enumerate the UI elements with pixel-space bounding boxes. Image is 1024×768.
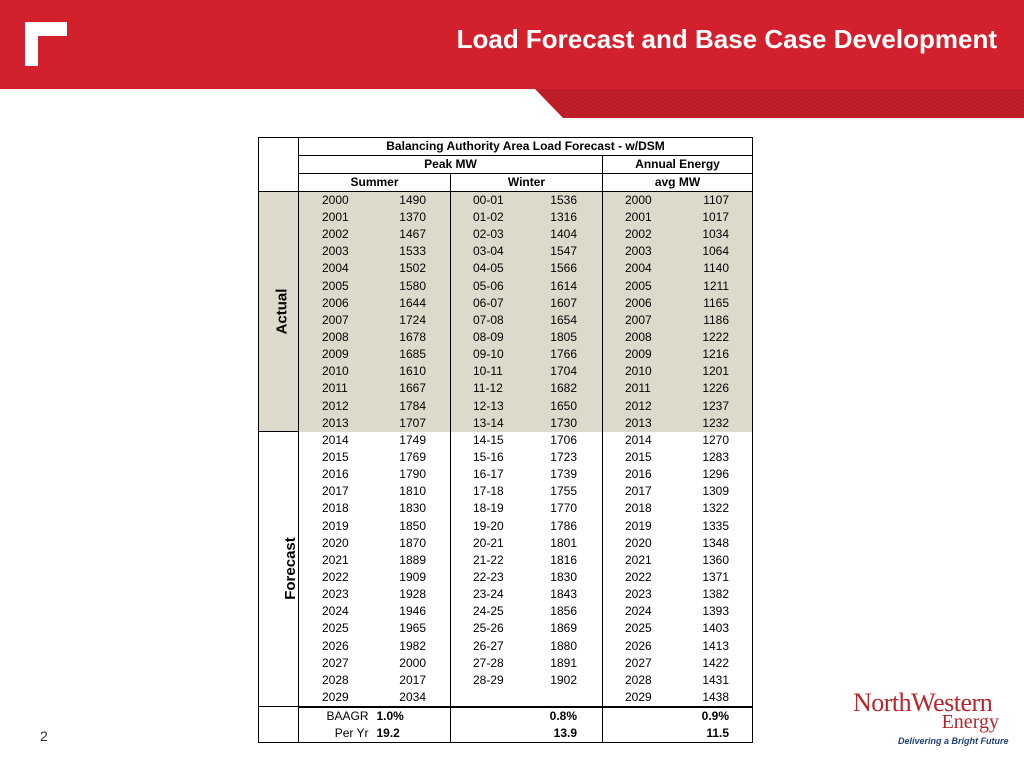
table-row bbox=[259, 243, 753, 260]
summer-year-cell: 2007 bbox=[299, 312, 373, 329]
energy-mw-cell: 1335 bbox=[677, 518, 753, 535]
summer-mw-cell: 1707 bbox=[373, 415, 451, 432]
energy-mw-cell: 1438 bbox=[677, 689, 753, 707]
table-row bbox=[259, 569, 753, 586]
energy-year-cell: 2011 bbox=[603, 380, 677, 397]
energy-year-cell: 2014 bbox=[625, 432, 652, 447]
winter-mw-cell: 1755 bbox=[527, 483, 603, 500]
winter-season-cell: 02-03 bbox=[451, 226, 527, 243]
table-row bbox=[259, 620, 753, 637]
table-row bbox=[259, 209, 753, 226]
energy-mw-cell: 1309 bbox=[677, 483, 753, 500]
summer-mw-cell: 1580 bbox=[373, 278, 451, 295]
winter-season-cell: 05-06 bbox=[451, 278, 527, 295]
winter-season-cell: 19-20 bbox=[473, 518, 504, 533]
winter-mw-cell: 1654 bbox=[527, 312, 603, 329]
winter-mw-cell: 1843 bbox=[527, 586, 603, 603]
energy-year-cell: 2003 bbox=[603, 243, 677, 260]
winter-mw-cell: 1607 bbox=[527, 295, 603, 312]
summary-label-cell: BAAGR bbox=[299, 707, 373, 725]
table-row bbox=[259, 483, 753, 500]
winter-mw-cell: 1766 bbox=[527, 346, 603, 363]
winter-season-cell: 12-13 bbox=[451, 398, 527, 415]
logo-tagline: Delivering a Bright Future bbox=[898, 736, 1009, 746]
winter-mw-cell: 1547 bbox=[527, 243, 603, 260]
energy-year-cell: 2020 bbox=[625, 535, 652, 550]
energy-mw-cell: 1403 bbox=[677, 620, 753, 637]
energy-mw-cell: 1283 bbox=[677, 449, 753, 466]
summer-mw-cell: 1810 bbox=[373, 483, 451, 500]
winter-season-cell: 26-27 bbox=[473, 638, 504, 653]
summer-year-cell: 2003 bbox=[299, 243, 373, 260]
winter-mw-cell: 1706 bbox=[527, 432, 603, 449]
energy-mw-cell: 1034 bbox=[677, 226, 753, 243]
winter-mw-cell bbox=[527, 689, 603, 707]
avg-mw-header: avg MW bbox=[603, 174, 753, 192]
energy-mw-cell: 1201 bbox=[677, 363, 753, 380]
energy-mw-cell: 1211 bbox=[677, 278, 753, 295]
summer-header: Summer bbox=[299, 174, 451, 192]
table-row bbox=[259, 398, 753, 415]
summer-year-cell: 2023 bbox=[322, 587, 349, 602]
energy-year-cell: 2025 bbox=[625, 621, 652, 636]
winter-season-cell: 04-05 bbox=[451, 260, 527, 277]
energy-year-cell: 2029 bbox=[625, 689, 652, 704]
energy-year-cell: 2024 bbox=[625, 604, 652, 619]
summer-mw-cell: 1909 bbox=[373, 569, 451, 586]
table-row bbox=[259, 312, 753, 329]
energy-mw-cell: 1413 bbox=[677, 638, 753, 655]
winter-season-cell: 27-28 bbox=[473, 655, 504, 670]
energy-mw-cell: 1393 bbox=[677, 603, 753, 620]
logo-line1: NorthWestern bbox=[853, 688, 993, 717]
summary-row bbox=[259, 707, 753, 725]
energy-mw-cell: 1348 bbox=[677, 535, 753, 552]
summary-label-cell: Per Yr bbox=[299, 725, 373, 743]
energy-year-cell: 2000 bbox=[603, 192, 677, 210]
summer-mw-cell: 1644 bbox=[373, 295, 451, 312]
winter-season-cell: 23-24 bbox=[473, 587, 504, 602]
northwestern-energy-logo bbox=[853, 688, 1009, 748]
table-row bbox=[259, 466, 753, 483]
energy-year-cell: 2027 bbox=[625, 655, 652, 670]
winter-season-cell: 15-16 bbox=[473, 450, 504, 465]
summer-mw-cell: 1749 bbox=[373, 432, 451, 449]
load-forecast-table bbox=[258, 137, 753, 743]
summer-year-cell: 2000 bbox=[299, 192, 373, 210]
winter-season-cell: 10-11 bbox=[451, 363, 527, 380]
winter-mw-cell: 1682 bbox=[527, 380, 603, 397]
energy-year-cell: 2004 bbox=[603, 260, 677, 277]
winter-season-cell: 16-17 bbox=[473, 467, 504, 482]
winter-mw-cell: 1614 bbox=[527, 278, 603, 295]
summer-year-cell: 2024 bbox=[322, 604, 349, 619]
energy-mw-cell: 1226 bbox=[677, 380, 753, 397]
summer-mw-cell: 1850 bbox=[373, 518, 451, 535]
summer-mw-cell: 2017 bbox=[373, 672, 451, 689]
summer-mw-cell: 1467 bbox=[373, 226, 451, 243]
summer-year-cell: 2018 bbox=[322, 501, 349, 516]
summer-mw-cell: 2034 bbox=[373, 689, 451, 707]
winter-mw-cell: 1704 bbox=[527, 363, 603, 380]
table-row bbox=[259, 449, 753, 466]
winter-season-cell: 09-10 bbox=[451, 346, 527, 363]
winter-mw-cell: 1739 bbox=[527, 466, 603, 483]
energy-mw-cell: 1360 bbox=[677, 552, 753, 569]
summer-mw-cell: 1784 bbox=[373, 398, 451, 415]
annual-energy-header: Annual Energy bbox=[603, 156, 753, 174]
summer-year-cell: 2025 bbox=[322, 621, 349, 636]
winter-season-cell: 21-22 bbox=[473, 552, 504, 567]
table-row bbox=[259, 518, 753, 535]
peak-mw-header: Peak MW bbox=[299, 156, 603, 174]
summer-mw-cell: 2000 bbox=[373, 655, 451, 672]
energy-year-cell: 2010 bbox=[603, 363, 677, 380]
winter-mw-cell: 1786 bbox=[527, 518, 603, 535]
summer-year-cell: 2026 bbox=[322, 638, 349, 653]
energy-mw-cell: 1422 bbox=[677, 655, 753, 672]
winter-header: Winter bbox=[451, 174, 603, 192]
summer-mw-cell: 1790 bbox=[373, 466, 451, 483]
table-row bbox=[259, 500, 753, 517]
winter-mw-cell: 1830 bbox=[527, 569, 603, 586]
energy-year-cell: 2008 bbox=[603, 329, 677, 346]
energy-year-cell: 2001 bbox=[603, 209, 677, 226]
forecast-group-label bbox=[259, 432, 299, 707]
summary-blank-cell bbox=[603, 707, 677, 725]
actual-label: Actual bbox=[273, 288, 291, 335]
energy-mw-cell: 1431 bbox=[677, 672, 753, 689]
winter-mw-cell: 1404 bbox=[527, 226, 603, 243]
energy-year-cell: 2026 bbox=[625, 638, 652, 653]
summer-mw-cell: 1370 bbox=[373, 209, 451, 226]
table-row bbox=[259, 672, 753, 689]
energy-year-cell: 2022 bbox=[625, 570, 652, 585]
table-row bbox=[259, 329, 753, 346]
forecast-label: Forecast bbox=[281, 537, 299, 601]
summer-mw-cell: 1490 bbox=[373, 192, 451, 210]
summer-year-cell: 2011 bbox=[299, 380, 373, 397]
summer-year-cell: 2013 bbox=[299, 415, 373, 432]
summer-year-cell: 2027 bbox=[322, 655, 349, 670]
table-row bbox=[259, 346, 753, 363]
table-row bbox=[259, 260, 753, 277]
header-stripe bbox=[0, 89, 1024, 118]
summary-summer-cell: 1.0% bbox=[373, 707, 451, 725]
page-number: 2 bbox=[40, 728, 48, 744]
winter-mw-cell: 1805 bbox=[527, 329, 603, 346]
table-row bbox=[259, 432, 753, 449]
winter-mw-cell: 1801 bbox=[527, 535, 603, 552]
energy-year-cell: 2002 bbox=[603, 226, 677, 243]
winter-mw-cell: 1536 bbox=[527, 192, 603, 210]
summer-year-cell: 2012 bbox=[299, 398, 373, 415]
table-row bbox=[259, 226, 753, 243]
winter-season-cell: 25-26 bbox=[473, 621, 504, 636]
summer-mw-cell: 1724 bbox=[373, 312, 451, 329]
table-row bbox=[259, 535, 753, 552]
energy-mw-cell: 1222 bbox=[677, 329, 753, 346]
energy-mw-cell: 1232 bbox=[677, 415, 753, 432]
logo-line2: Energy bbox=[941, 711, 999, 733]
summer-mw-cell: 1889 bbox=[373, 552, 451, 569]
summary-winter-cell: 0.8% bbox=[527, 707, 603, 725]
summer-mw-cell: 1928 bbox=[373, 586, 451, 603]
energy-year-cell: 2017 bbox=[625, 484, 652, 499]
summer-year-cell: 2016 bbox=[322, 467, 349, 482]
energy-mw-cell: 1371 bbox=[677, 569, 753, 586]
summer-year-cell: 2008 bbox=[299, 329, 373, 346]
energy-mw-cell: 1017 bbox=[677, 209, 753, 226]
table-row bbox=[259, 655, 753, 672]
energy-mw-cell: 1186 bbox=[677, 312, 753, 329]
actual-group-label bbox=[259, 192, 299, 432]
summer-year-cell: 2001 bbox=[299, 209, 373, 226]
summer-mw-cell: 1946 bbox=[373, 603, 451, 620]
summary-side-cell bbox=[259, 707, 299, 743]
table-row bbox=[259, 689, 753, 707]
summer-year-cell: 2014 bbox=[322, 432, 349, 447]
winter-mw-cell: 1891 bbox=[527, 655, 603, 672]
winter-season-cell: 08-09 bbox=[451, 329, 527, 346]
summer-mw-cell: 1533 bbox=[373, 243, 451, 260]
table-row bbox=[259, 586, 753, 603]
winter-mw-cell: 1723 bbox=[527, 449, 603, 466]
winter-mw-cell: 1880 bbox=[527, 638, 603, 655]
winter-season-cell: 11-12 bbox=[451, 380, 527, 397]
summer-year-cell: 2005 bbox=[299, 278, 373, 295]
summer-mw-cell: 1965 bbox=[373, 620, 451, 637]
summer-year-cell: 2009 bbox=[299, 346, 373, 363]
energy-year-cell: 2005 bbox=[603, 278, 677, 295]
winter-mw-cell: 1566 bbox=[527, 260, 603, 277]
energy-year-cell: 2023 bbox=[625, 587, 652, 602]
winter-mw-cell: 1650 bbox=[527, 398, 603, 415]
energy-mw-cell: 1322 bbox=[677, 500, 753, 517]
summer-year-cell: 2004 bbox=[299, 260, 373, 277]
energy-mw-cell: 1165 bbox=[677, 295, 753, 312]
winter-mw-cell: 1902 bbox=[527, 672, 603, 689]
summer-mw-cell: 1678 bbox=[373, 329, 451, 346]
page-title: Load Forecast and Base Case Development bbox=[456, 24, 997, 54]
table-row bbox=[259, 295, 753, 312]
winter-season-cell: 28-29 bbox=[473, 672, 504, 687]
side-header-cell bbox=[259, 138, 299, 192]
summer-year-cell: 2021 bbox=[322, 552, 349, 567]
winter-mw-cell: 1856 bbox=[527, 603, 603, 620]
summary-summer-cell: 19.2 bbox=[373, 725, 451, 743]
winter-season-cell: 01-02 bbox=[451, 209, 527, 226]
energy-mw-cell: 1216 bbox=[677, 346, 753, 363]
summer-year-cell: 2002 bbox=[299, 226, 373, 243]
energy-mw-cell: 1140 bbox=[677, 260, 753, 277]
summary-energy-cell: 11.5 bbox=[677, 725, 753, 743]
table-row bbox=[259, 603, 753, 620]
energy-year-cell: 2013 bbox=[603, 415, 677, 432]
winter-season-cell: 03-04 bbox=[451, 243, 527, 260]
energy-mw-cell: 1296 bbox=[677, 466, 753, 483]
summer-year-cell: 2028 bbox=[322, 672, 349, 687]
energy-year-cell: 2012 bbox=[603, 398, 677, 415]
energy-year-cell: 2006 bbox=[603, 295, 677, 312]
energy-year-cell: 2028 bbox=[625, 672, 652, 687]
winter-season-cell: 14-15 bbox=[473, 432, 504, 447]
winter-season-cell: 00-01 bbox=[451, 192, 527, 210]
summer-mw-cell: 1502 bbox=[373, 260, 451, 277]
energy-year-cell: 2018 bbox=[625, 501, 652, 516]
table-row bbox=[259, 552, 753, 569]
energy-mw-cell: 1382 bbox=[677, 586, 753, 603]
energy-mw-cell: 1237 bbox=[677, 398, 753, 415]
corner-logo-icon bbox=[25, 22, 67, 66]
summer-year-cell: 2010 bbox=[299, 363, 373, 380]
summer-year-cell: 2019 bbox=[322, 518, 349, 533]
winter-mw-cell: 1770 bbox=[527, 500, 603, 517]
winter-mw-cell: 1730 bbox=[527, 415, 603, 432]
summer-year-cell: 2017 bbox=[322, 484, 349, 499]
summary-row bbox=[259, 725, 753, 743]
winter-mw-cell: 1816 bbox=[527, 552, 603, 569]
energy-year-cell: 2009 bbox=[603, 346, 677, 363]
winter-season-cell: 20-21 bbox=[473, 535, 504, 550]
energy-mw-cell: 1064 bbox=[677, 243, 753, 260]
summary-energy-cell: 0.9% bbox=[677, 707, 753, 725]
table-row bbox=[259, 278, 753, 295]
winter-season-cell: 18-19 bbox=[473, 501, 504, 516]
summer-year-cell: 2015 bbox=[322, 450, 349, 465]
summary-winter-cell: 13.9 bbox=[527, 725, 603, 743]
winter-season-cell bbox=[451, 689, 527, 707]
winter-season-cell: 13-14 bbox=[451, 415, 527, 432]
table-row bbox=[259, 380, 753, 397]
table-row bbox=[259, 638, 753, 655]
summer-year-cell: 2029 bbox=[322, 689, 349, 704]
summer-mw-cell: 1769 bbox=[373, 449, 451, 466]
energy-mw-cell: 1107 bbox=[677, 192, 753, 210]
energy-year-cell: 2015 bbox=[625, 450, 652, 465]
summer-mw-cell: 1830 bbox=[373, 500, 451, 517]
summary-blank-cell bbox=[451, 725, 527, 743]
summer-year-cell: 2020 bbox=[322, 535, 349, 550]
summary-blank-cell bbox=[451, 707, 527, 725]
energy-mw-cell: 1270 bbox=[677, 432, 753, 449]
winter-season-cell: 24-25 bbox=[473, 604, 504, 619]
summer-year-cell: 2022 bbox=[322, 570, 349, 585]
summary-blank-cell bbox=[603, 725, 677, 743]
table-row bbox=[259, 415, 753, 432]
table-title: Balancing Authority Area Load Forecast - w/DSM bbox=[299, 138, 753, 156]
winter-mw-cell: 1316 bbox=[527, 209, 603, 226]
summer-mw-cell: 1667 bbox=[373, 380, 451, 397]
winter-season-cell: 22-23 bbox=[473, 570, 504, 585]
summer-mw-cell: 1610 bbox=[373, 363, 451, 380]
summer-mw-cell: 1685 bbox=[373, 346, 451, 363]
winter-season-cell: 06-07 bbox=[451, 295, 527, 312]
summer-mw-cell: 1982 bbox=[373, 638, 451, 655]
table-row bbox=[259, 192, 753, 210]
winter-season-cell: 07-08 bbox=[451, 312, 527, 329]
winter-mw-cell: 1869 bbox=[527, 620, 603, 637]
summer-mw-cell: 1870 bbox=[373, 535, 451, 552]
energy-year-cell: 2016 bbox=[625, 467, 652, 482]
energy-year-cell: 2019 bbox=[625, 518, 652, 533]
winter-season-cell: 17-18 bbox=[473, 484, 504, 499]
energy-year-cell: 2021 bbox=[625, 552, 652, 567]
table-row bbox=[259, 363, 753, 380]
energy-year-cell: 2007 bbox=[603, 312, 677, 329]
summer-year-cell: 2006 bbox=[299, 295, 373, 312]
